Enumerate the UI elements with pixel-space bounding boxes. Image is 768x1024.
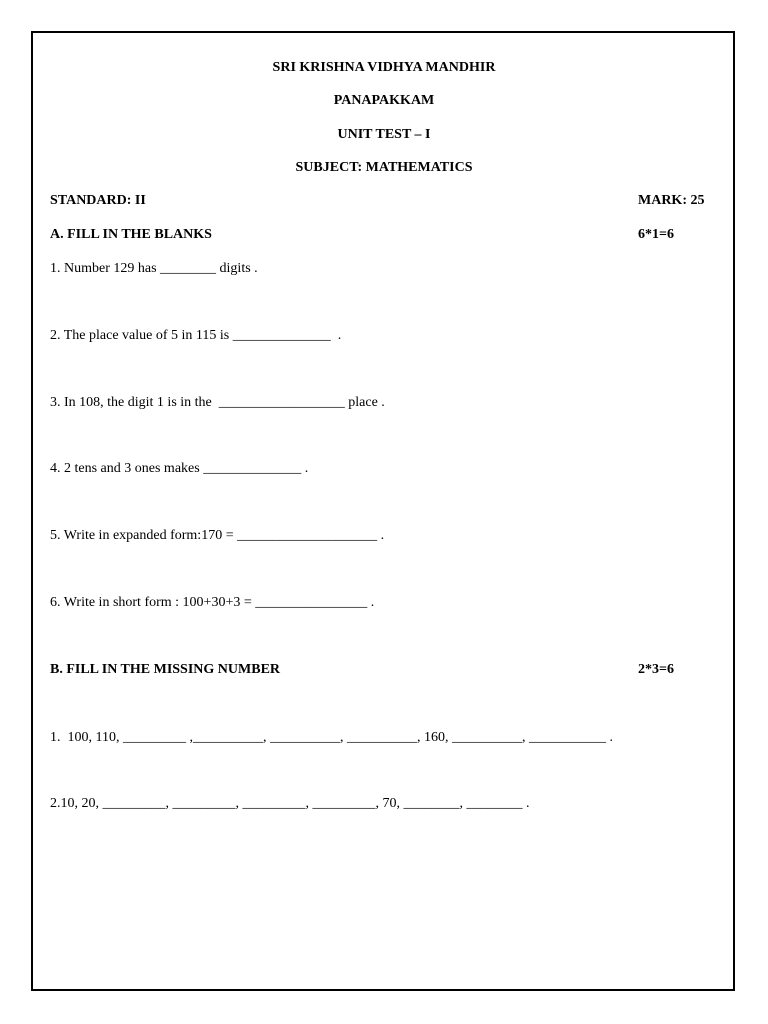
question-b1: 1. 100, 110, _________ ,__________, __________, __________, 160, __________, ___________ . <box>50 730 613 745</box>
question-a5: 5. Write in expanded form:170 = ____________________ . <box>50 528 385 543</box>
school-location: PANAPAKKAM <box>333 93 435 108</box>
school-name: SRI KRISHNA VIDHYA MANDHIR <box>272 60 496 75</box>
section-b-title: B. FILL IN THE MISSING NUMBER <box>50 662 281 677</box>
question-a6: 6. Write in short form : 100+30+3 = ________________ . <box>50 595 375 610</box>
subject-line: SUBJECT: MATHEMATICS <box>295 160 473 175</box>
standard-label: STANDARD: II <box>50 193 146 208</box>
section-b-marks: 2*3=6 <box>638 662 674 677</box>
total-mark-label: MARK: 25 <box>638 193 705 208</box>
test-title: UNIT TEST – I <box>337 127 431 142</box>
section-a-title: A. FILL IN THE BLANKS <box>50 227 212 242</box>
section-a-marks: 6*1=6 <box>638 227 674 242</box>
question-a1: 1. Number 129 has ________ digits . <box>50 261 258 276</box>
question-b2: 2.10, 20, _________, _________, _________, _________, 70, ________, ________ . <box>50 796 530 811</box>
question-a2: 2. The place value of 5 in 115 is ______________ . <box>50 328 342 343</box>
question-a3: 3. In 108, the digit 1 is in the __________________ place . <box>50 395 385 410</box>
question-a4: 4. 2 tens and 3 ones makes ______________ . <box>50 461 309 476</box>
